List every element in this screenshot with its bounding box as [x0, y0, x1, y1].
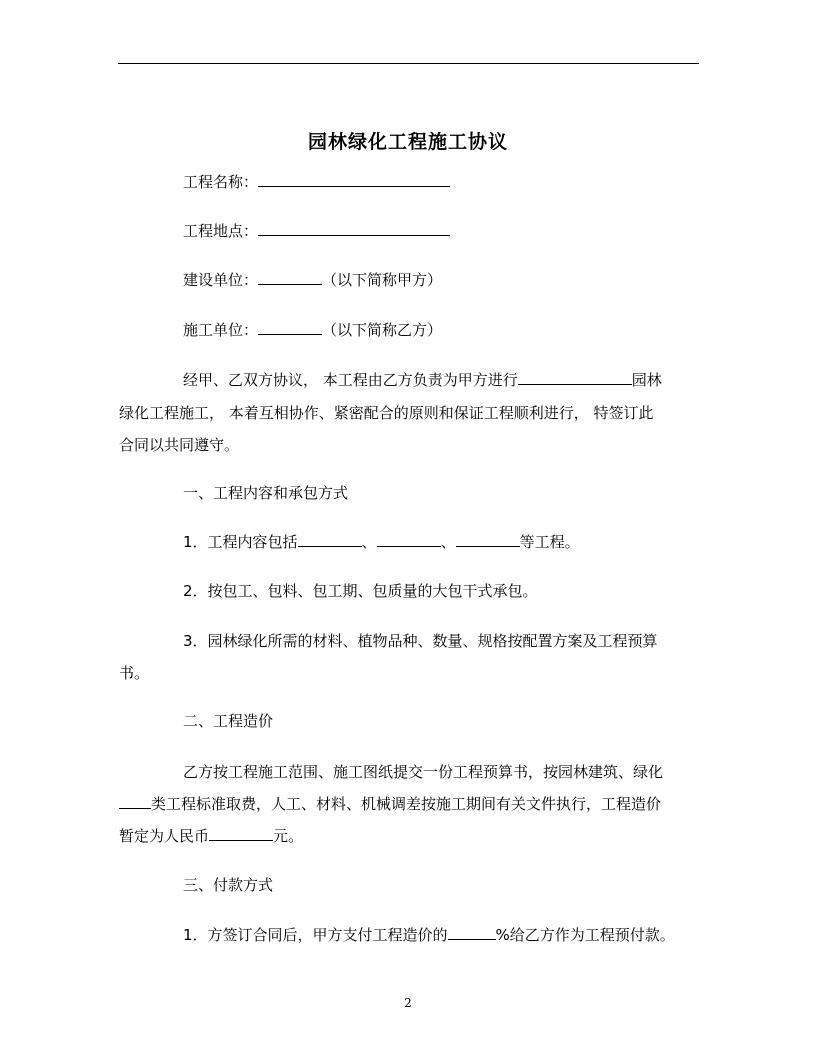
project-name-label: 工程名称：	[183, 173, 259, 191]
contractor-label: 施工单位：	[183, 321, 259, 339]
section2-para-line-2	[119, 794, 661, 814]
intro-blank	[518, 370, 632, 385]
section2-para-line-1: 乙方按工程施工范围、施工图纸提交一份工程预算书，按园林建筑、绿化	[183, 763, 664, 781]
project-location-label: 工程地点：	[183, 222, 259, 240]
section1-item1-blank-1	[298, 532, 362, 547]
section3-item1-text-b: %给乙方作为工程预付款。	[495, 926, 675, 944]
intro-text-a: 经甲、乙双方协议， 本工程由乙方负责为甲方进行	[183, 371, 518, 389]
project-name-line	[183, 172, 450, 192]
section1-item1-text-a: 1．工程内容包括	[183, 533, 298, 551]
document-title: 园林绿化工程施工协议	[307, 131, 508, 153]
section3-item1	[183, 925, 675, 945]
section1-item3-line-2: 书。	[119, 664, 150, 682]
contractor-line	[183, 320, 442, 340]
section1-item1-sep-2: 、	[440, 533, 456, 551]
section1-item1-sep-1: 、	[361, 533, 377, 551]
section3-item1-text-a: 1．方签订合同后，甲方支付工程造价的	[183, 926, 448, 944]
section1-item2: 2．按包工、包料、包工期、包质量的大包干式承包。	[183, 582, 538, 600]
project-name-blank	[258, 172, 450, 187]
header-rule	[118, 63, 699, 64]
section1-item1-blank-3	[456, 532, 520, 547]
intro-line-2: 绿化工程施工， 本着互相协作、紧密配合的原则和保证工程顺利进行， 特签订此	[119, 404, 654, 422]
section2-para-line-2-text: 类工程标准取费，人工、材料、机械调差按施工期间有关文件执行，工程造价	[151, 795, 662, 813]
section1-item3-line-1: 3．园林绿化所需的材料、植物品种、数量、规格按配置方案及工程预算	[183, 632, 658, 650]
intro-line-3: 合同以共同遵守。	[119, 436, 240, 454]
builder-blank	[258, 270, 322, 285]
section3-heading: 三、付款方式	[183, 876, 274, 894]
section2-category-blank	[119, 794, 151, 809]
section2-para-line-3-text-a: 暂定为人民币	[119, 827, 210, 845]
section2-heading: 二、工程造价	[183, 712, 274, 730]
section1-item1-text-b: 等工程。	[519, 533, 580, 551]
section2-para-line-3	[119, 826, 303, 846]
project-location-blank	[258, 221, 450, 236]
builder-label: 建设单位：	[183, 271, 259, 289]
builder-suffix: （以下简称甲方）	[322, 271, 443, 289]
contractor-suffix: （以下简称乙方）	[322, 321, 443, 339]
project-location-line	[183, 221, 450, 241]
section2-amount-blank	[209, 826, 273, 841]
section1-heading: 一、工程内容和承包方式	[183, 484, 349, 502]
intro-line-1	[183, 370, 662, 390]
intro-text-b: 园林	[631, 371, 662, 389]
section1-item1	[183, 532, 580, 552]
section1-item1-blank-2	[377, 532, 441, 547]
contractor-blank	[258, 320, 322, 335]
builder-line	[183, 270, 442, 290]
page-number: 2	[404, 996, 412, 1010]
section2-para-line-3-text-b: 元。	[273, 827, 304, 845]
section3-percent-blank	[448, 925, 496, 940]
